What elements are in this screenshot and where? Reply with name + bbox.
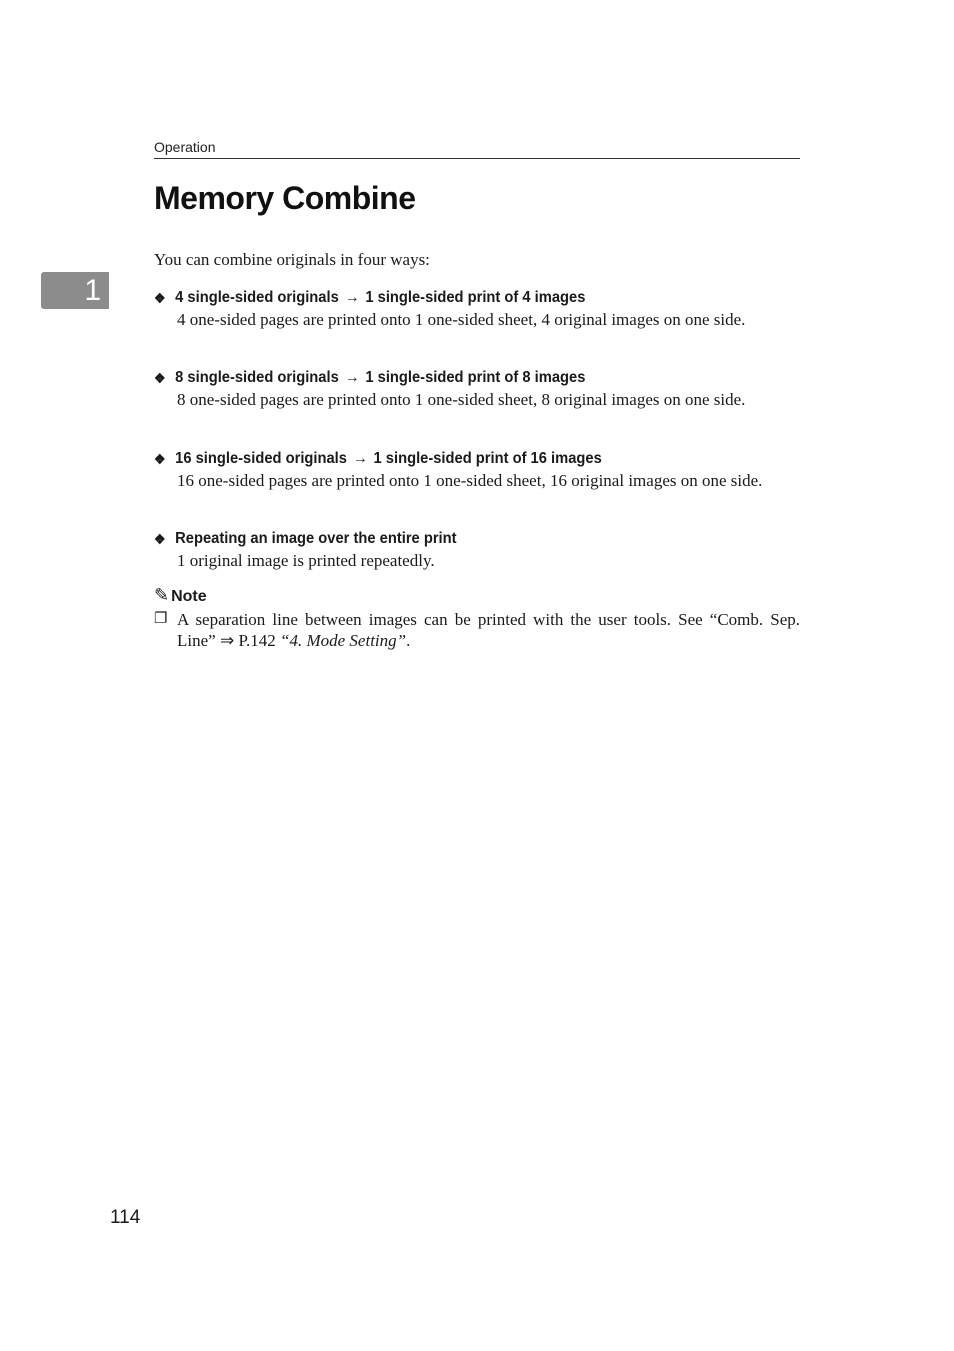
arrow-icon: → [344, 369, 360, 386]
heading-left: Repeating an image over the entire print [175, 530, 457, 547]
heading-right: 1 single-sided print of 16 images [373, 450, 602, 467]
section-body: 1 original image is printed repeatedly. [177, 551, 435, 570]
section-body: 4 one-sided pages are printed onto 1 one-sided sheet, 4 original images on one side. [177, 310, 746, 329]
pencil-icon: ✎ [154, 585, 170, 605]
chapter-tab: 1 [41, 272, 109, 309]
section-body: 8 one-sided pages are printed onto 1 one-sided sheet, 8 original images on one side. [177, 390, 746, 409]
heading-left: 16 single-sided originals [175, 450, 347, 467]
note-text-end: . [406, 631, 411, 650]
section-heading [154, 528, 748, 550]
mode-setting-reference: “4. Mode Setting” [280, 631, 407, 650]
note-label: Note [171, 588, 207, 605]
section-16-images [154, 448, 800, 491]
heading-left: 4 single-sided originals [175, 289, 339, 306]
page-title: Memory Combine [154, 180, 416, 216]
section-heading [154, 287, 748, 309]
section-heading [154, 448, 748, 470]
running-header: Operation [154, 139, 216, 155]
note-item [154, 609, 800, 651]
diamond-bullet-icon: ❖ [154, 370, 166, 386]
page-number: 114 [110, 1207, 141, 1228]
header-divider [154, 158, 800, 159]
section-body: 16 one-sided pages are printed onto 1 one-sided sheet, 16 original images on one side. [177, 471, 763, 490]
diamond-bullet-icon: ❖ [154, 531, 166, 547]
note-text-main: A separation line between images can be printed with the user tools. See “Comb. Sep. Line” ⇒ P.142 [177, 610, 800, 650]
heading-left: 8 single-sided originals [175, 369, 339, 386]
heading-right: 1 single-sided print of 4 images [365, 289, 586, 306]
section-4-images [154, 287, 800, 330]
note-heading [154, 584, 207, 608]
diamond-bullet-icon: ❖ [154, 290, 166, 306]
arrow-icon: → [352, 450, 368, 467]
arrow-icon: → [344, 289, 360, 306]
section-repeat-image [154, 528, 800, 571]
section-heading [154, 367, 748, 389]
note-text [177, 609, 800, 651]
checkbox-icon: ❐ [154, 611, 168, 627]
heading-right: 1 single-sided print of 8 images [365, 369, 586, 386]
intro-text: You can combine originals in four ways: [154, 250, 430, 269]
diamond-bullet-icon: ❖ [154, 451, 166, 467]
section-8-images [154, 367, 800, 410]
